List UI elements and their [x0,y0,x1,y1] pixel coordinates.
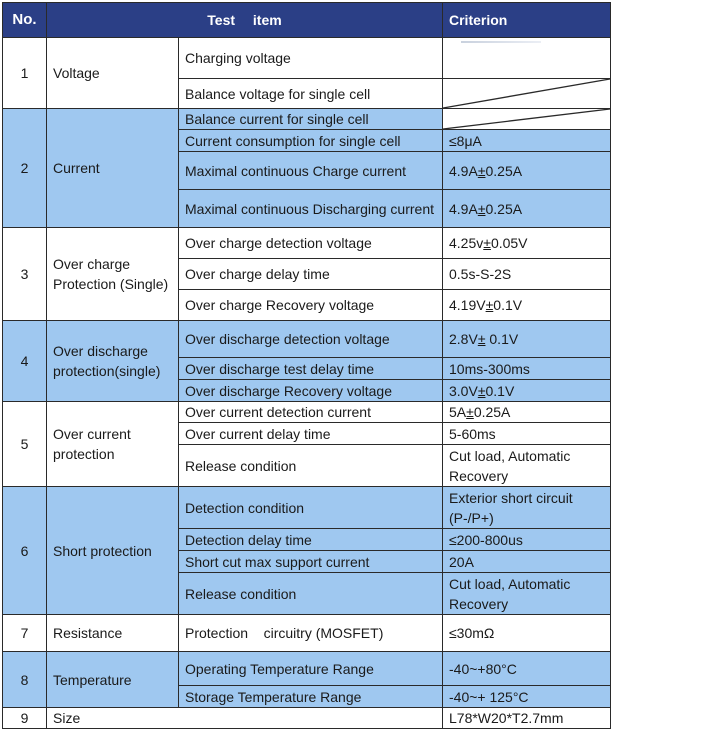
test-item: Release condition [179,445,443,487]
test-item: Storage Temperature Range [179,686,443,708]
criterion [443,321,611,358]
criterion-tolerance: 0.25A [485,162,523,179]
test-item: Current consumption for single cell [179,130,443,152]
criterion-diagonal-cell [443,79,611,109]
criterion [443,290,611,321]
criterion-value: 2.8V [449,331,478,347]
test-item: Charging voltage [179,38,443,79]
test-item: Over discharge detection voltage [179,321,443,358]
criterion [443,190,611,228]
group-name-line: Protection (Single) [53,276,169,292]
table-row [3,228,611,259]
plus-minus-sign: ± [477,331,486,347]
test-item: Operating Temperature Range [179,652,443,686]
plus-minus-sign: ± [483,235,491,251]
table-row [3,615,611,652]
criterion [443,402,611,423]
diagonal-line [443,79,610,108]
plus-minus-sign: ± [477,200,486,217]
criterion-value: 4.9A [449,200,478,217]
criterion-value: 3.0V [449,382,478,399]
table-row [3,321,611,358]
group-name: Size [47,708,443,729]
test-item: Protection circuitry (MOSFET) [179,615,443,652]
group-number: 2 [3,109,47,228]
header-criterion: Criterion [443,3,611,38]
test-item: Detection condition [179,487,443,529]
criterion [443,228,611,259]
criterion: 10ms-300ms [443,358,611,380]
criterion [443,487,611,529]
group-number: 1 [3,38,47,109]
table-row [3,708,611,729]
group-number: 7 [3,615,47,652]
criterion: 5-60ms [443,423,611,445]
test-item: Over charge delay time [179,259,443,290]
criterion [443,152,611,190]
test-item: Over current delay time [179,423,443,445]
criterion [443,380,611,402]
criterion-tolerance: 0.1V [485,382,515,399]
test-item: Short cut max support current [179,551,443,573]
header-no: No. [3,3,47,38]
test-item: Over charge detection voltage [179,228,443,259]
criterion-value: 5A [449,404,467,420]
table-row [3,109,611,130]
group-number: 9 [3,708,47,729]
group-name: Resistance [47,615,179,652]
spec-table [2,2,611,729]
table-row [3,402,611,423]
test-item: Maximal continuous Discharging current [179,190,443,228]
group-name-line: protection [53,446,115,462]
criterion-diagonal-cell [443,109,611,130]
criterion-value: 4.19V [449,297,486,313]
group-name: Short protection [47,487,179,615]
criterion-tolerance: 0.25A [485,200,523,217]
group-name [47,321,179,402]
criterion-line: Cut load, Automatic [449,575,571,592]
group-name-line: protection(single) [53,363,161,379]
plus-minus-sign: ± [466,404,474,420]
group-name [47,228,179,321]
criterion-line: Recovery [449,467,509,484]
group-name: Current [47,109,179,228]
group-name: Temperature [47,652,179,708]
header-test-item: Test item [47,3,443,38]
group-number: 3 [3,228,47,321]
criterion-value: 4.25v [449,235,484,251]
plus-minus-sign: ± [477,382,486,399]
criterion: -40~+80°C [443,652,611,686]
test-item: Release condition [179,573,443,615]
test-item: Detection delay time [179,529,443,551]
plus-minus-sign: ± [477,162,486,179]
criterion-line: Exterior short circuit [449,489,573,506]
diagonal-line [443,109,610,129]
criterion-line: Cut load, Automatic [449,447,571,464]
test-item: Balance current for single cell [179,109,443,130]
group-name [47,402,179,487]
criterion: -40~+ 125°C [443,686,611,708]
group-name-line: Over discharge [53,343,148,359]
test-item: Over discharge test delay time [179,358,443,380]
criterion-tolerance: 0.1V [493,297,523,313]
plus-minus-sign: ± [485,297,494,313]
table-row [3,487,611,529]
criterion-empty-cell [443,38,611,79]
criterion-tolerance: 0.05V [490,235,528,251]
group-name-line: Over charge [53,256,131,272]
criterion-tolerance: 0.1V [485,331,519,347]
criterion: ≤30mΩ [443,615,611,652]
test-item: Over current detection current [179,402,443,423]
criterion: 20A [443,551,611,573]
criterion [443,445,611,487]
header-row [3,3,611,38]
group-number: 8 [3,652,47,708]
faint-mark [461,41,541,43]
test-item: Maximal continuous Charge current [179,152,443,190]
group-name: Voltage [47,38,179,109]
group-number: 5 [3,402,47,487]
test-item: Over charge Recovery voltage [179,290,443,321]
criterion [443,573,611,615]
table-row [3,652,611,686]
criterion-tolerance: 0.25A [473,404,511,420]
criterion-line: (P-/P+) [449,509,494,526]
table-row [3,38,611,79]
criterion: 0.5s-S-2S [443,259,611,290]
criterion: L78*W20*T2.7mm [443,708,611,729]
criterion-line: Recovery [449,595,509,612]
criterion-value: 4.9A [449,162,478,179]
test-item: Over discharge Recovery voltage [179,380,443,402]
criterion: ≤8μA [443,130,611,152]
group-number: 4 [3,321,47,402]
test-item: Balance voltage for single cell [179,79,443,109]
group-number: 6 [3,487,47,615]
criterion: ≤200-800us [443,529,611,551]
group-name-line: Over current [53,426,131,442]
